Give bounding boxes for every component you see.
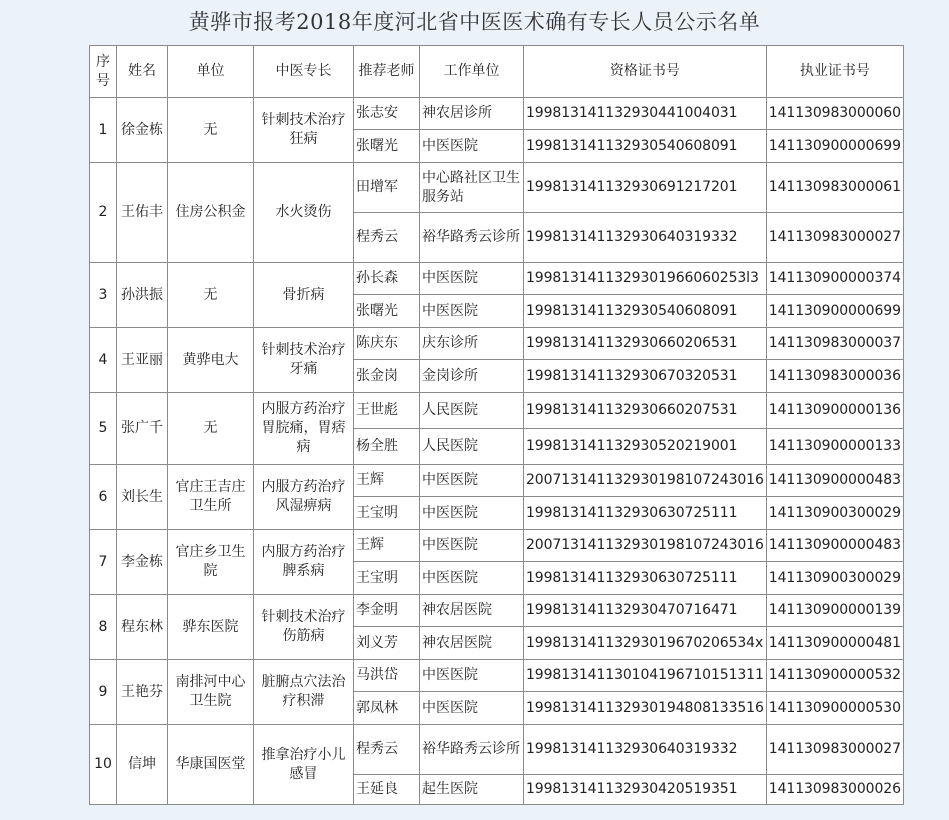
row-number: 1 <box>90 98 117 163</box>
table-row <box>90 263 904 295</box>
teacher-name: 孙长森 <box>354 263 420 295</box>
teacher-workplace: 中医医院 <box>420 295 524 328</box>
row-number: 5 <box>90 393 117 465</box>
row-number: 10 <box>90 725 117 805</box>
teacher-name: 王辉 <box>354 465 420 497</box>
row-number: 9 <box>90 660 117 725</box>
qualification-number: 199813141130104196710151311 <box>524 660 767 692</box>
specialty-cell: 骨折病 <box>254 263 354 328</box>
specialty-cell: 脏腑点穴法治疗积滞 <box>254 660 354 725</box>
teacher-name: 王延良 <box>354 775 420 805</box>
applicant-unit: 无 <box>168 393 254 465</box>
teacher-workplace: 中医医院 <box>420 530 524 562</box>
license-number: 141130983000027 <box>766 213 903 263</box>
table-row <box>90 725 904 775</box>
column-header: 执业证书号 <box>766 46 903 98</box>
teacher-workplace: 中医医院 <box>420 465 524 497</box>
table-row <box>90 595 904 627</box>
applicant-unit: 华康国医堂 <box>168 725 254 805</box>
license-number: 141130900000699 <box>766 130 903 163</box>
teacher-name: 田增军 <box>354 163 420 213</box>
qualification-number: 19981314113293019670206534x <box>524 627 767 660</box>
qualification-number: 199813141132930630725111 <box>524 497 767 530</box>
applicant-name: 孙洪振 <box>117 263 168 328</box>
table-row <box>90 465 904 497</box>
qualification-number: 200713141132930198107243016 <box>524 530 767 562</box>
qualification-number: 200713141132930198107243016 <box>524 465 767 497</box>
teacher-workplace: 人民医院 <box>420 393 524 429</box>
roster-table <box>89 45 904 805</box>
applicant-name: 王佑丰 <box>117 163 168 263</box>
teacher-workplace: 神农居医院 <box>420 595 524 627</box>
teacher-workplace: 神农居诊所 <box>420 98 524 130</box>
qualification-number: 1998131411329301966060253l3 <box>524 263 767 295</box>
applicant-name: 信坤 <box>117 725 168 805</box>
teacher-name: 郭凤林 <box>354 692 420 725</box>
applicant-unit: 官庄王吉庄卫生所 <box>168 465 254 530</box>
teacher-name: 陈庆东 <box>354 328 420 360</box>
teacher-name: 李金明 <box>354 595 420 627</box>
table-row <box>90 393 904 429</box>
specialty-cell: 针刺技术治疗牙痛 <box>254 328 354 393</box>
license-number: 141130900000532 <box>766 660 903 692</box>
table-row <box>90 530 904 562</box>
teacher-name: 王宝明 <box>354 497 420 530</box>
applicant-name: 程东林 <box>117 595 168 660</box>
teacher-name: 王辉 <box>354 530 420 562</box>
qualification-number: 199813141132930441004031 <box>524 98 767 130</box>
teacher-workplace: 中医医院 <box>420 497 524 530</box>
specialty-cell: 内服方药治疗风湿痹病 <box>254 465 354 530</box>
header-row <box>90 46 904 98</box>
table-row <box>90 163 904 213</box>
row-number: 7 <box>90 530 117 595</box>
license-number: 141130900000374 <box>766 263 903 295</box>
teacher-name: 张曙光 <box>354 295 420 328</box>
qualification-number: 199813141132930670320531 <box>524 360 767 393</box>
teacher-workplace: 中医医院 <box>420 130 524 163</box>
license-number: 141130983000027 <box>766 725 903 775</box>
license-number: 141130900300029 <box>766 497 903 530</box>
license-number: 141130900000530 <box>766 692 903 725</box>
teacher-workplace: 裕华路秀云诊所 <box>420 213 524 263</box>
license-number: 141130983000061 <box>766 163 903 213</box>
applicant-unit: 黄骅电大 <box>168 328 254 393</box>
qualification-number: 199813141132930630725111 <box>524 562 767 595</box>
applicant-name: 李金栋 <box>117 530 168 595</box>
page-title: 黄骅市报考2018年度河北省中医医术确有专长人员公示名单 <box>188 10 761 34</box>
row-number: 8 <box>90 595 117 660</box>
license-number: 141130900000483 <box>766 465 903 497</box>
applicant-unit: 南排河中心卫生院 <box>168 660 254 725</box>
teacher-workplace: 中医医院 <box>420 660 524 692</box>
applicant-unit: 住房公积金 <box>168 163 254 263</box>
teacher-name: 张曙光 <box>354 130 420 163</box>
table-row <box>90 98 904 130</box>
license-number: 141130983000037 <box>766 328 903 360</box>
teacher-name: 张志安 <box>354 98 420 130</box>
applicant-unit: 官庄乡卫生院 <box>168 530 254 595</box>
specialty-cell: 推拿治疗小儿感冒 <box>254 725 354 805</box>
teacher-name: 王世彪 <box>354 393 420 429</box>
qualification-number: 199813141132930640319332 <box>524 213 767 263</box>
teacher-name: 刘义芳 <box>354 627 420 660</box>
row-number: 4 <box>90 328 117 393</box>
teacher-workplace: 中医医院 <box>420 692 524 725</box>
license-number: 141130900000481 <box>766 627 903 660</box>
applicant-name: 刘长生 <box>117 465 168 530</box>
applicant-name: 张广千 <box>117 393 168 465</box>
qualification-number: 199813141132930640319332 <box>524 725 767 775</box>
table-row <box>90 660 904 692</box>
teacher-name: 张金岗 <box>354 360 420 393</box>
specialty-cell: 水火烫伤 <box>254 163 354 263</box>
qualification-number: 199813141132930194808133516 <box>524 692 767 725</box>
column-header: 中医专长 <box>254 46 354 98</box>
qualification-number: 199813141132930660206531 <box>524 328 767 360</box>
teacher-workplace: 金岗诊所 <box>420 360 524 393</box>
teacher-workplace: 庆东诊所 <box>420 328 524 360</box>
applicant-name: 徐金栋 <box>117 98 168 163</box>
teacher-name: 马洪岱 <box>354 660 420 692</box>
applicant-unit: 骅东医院 <box>168 595 254 660</box>
license-number: 141130900000133 <box>766 429 903 465</box>
license-number: 141130983000060 <box>766 98 903 130</box>
teacher-name: 杨全胜 <box>354 429 420 465</box>
applicant-unit: 无 <box>168 98 254 163</box>
teacher-workplace: 人民医院 <box>420 429 524 465</box>
license-number: 141130900000136 <box>766 393 903 429</box>
specialty-cell: 针刺技术治疗伤筋病 <box>254 595 354 660</box>
qualification-number: 199813141132930540608091 <box>524 295 767 328</box>
column-header: 资格证书号 <box>524 46 767 98</box>
qualification-number: 199813141132930470716471 <box>524 595 767 627</box>
teacher-workplace: 中医医院 <box>420 263 524 295</box>
teacher-workplace: 中心路社区卫生服务站 <box>420 163 524 213</box>
qualification-number: 199813141132930540608091 <box>524 130 767 163</box>
teacher-workplace: 神农居医院 <box>420 627 524 660</box>
teacher-workplace: 中医医院 <box>420 562 524 595</box>
license-number: 141130900000139 <box>766 595 903 627</box>
qualification-number: 199813141132930520219001 <box>524 429 767 465</box>
qualification-number: 199813141132930660207531 <box>524 393 767 429</box>
teacher-workplace: 裕华路秀云诊所 <box>420 725 524 775</box>
applicant-unit: 无 <box>168 263 254 328</box>
teacher-name: 王宝明 <box>354 562 420 595</box>
row-number: 3 <box>90 263 117 328</box>
license-number: 141130900300029 <box>766 562 903 595</box>
license-number: 141130983000036 <box>766 360 903 393</box>
specialty-cell: 内服方药治疗脾系病 <box>254 530 354 595</box>
teacher-name: 程秀云 <box>354 213 420 263</box>
applicant-name: 王亚丽 <box>117 328 168 393</box>
specialty-cell: 针刺技术治疗狂病 <box>254 98 354 163</box>
applicant-name: 王艳芬 <box>117 660 168 725</box>
column-header: 推荐老师 <box>354 46 420 98</box>
column-header: 序号 <box>90 46 117 98</box>
column-header: 姓名 <box>117 46 168 98</box>
license-number: 141130983000026 <box>766 775 903 805</box>
license-number: 141130900000483 <box>766 530 903 562</box>
table-row <box>90 328 904 360</box>
row-number: 2 <box>90 163 117 263</box>
row-number: 6 <box>90 465 117 530</box>
license-number: 141130900000699 <box>766 295 903 328</box>
teacher-workplace: 起生医院 <box>420 775 524 805</box>
column-header: 工作单位 <box>420 46 524 98</box>
column-header: 单位 <box>168 46 254 98</box>
specialty-cell: 内服方药治疗胃脘痛，胃痞病 <box>254 393 354 465</box>
qualification-number: 199813141132930691217201 <box>524 163 767 213</box>
teacher-name: 程秀云 <box>354 725 420 775</box>
qualification-number: 199813141132930420519351 <box>524 775 767 805</box>
